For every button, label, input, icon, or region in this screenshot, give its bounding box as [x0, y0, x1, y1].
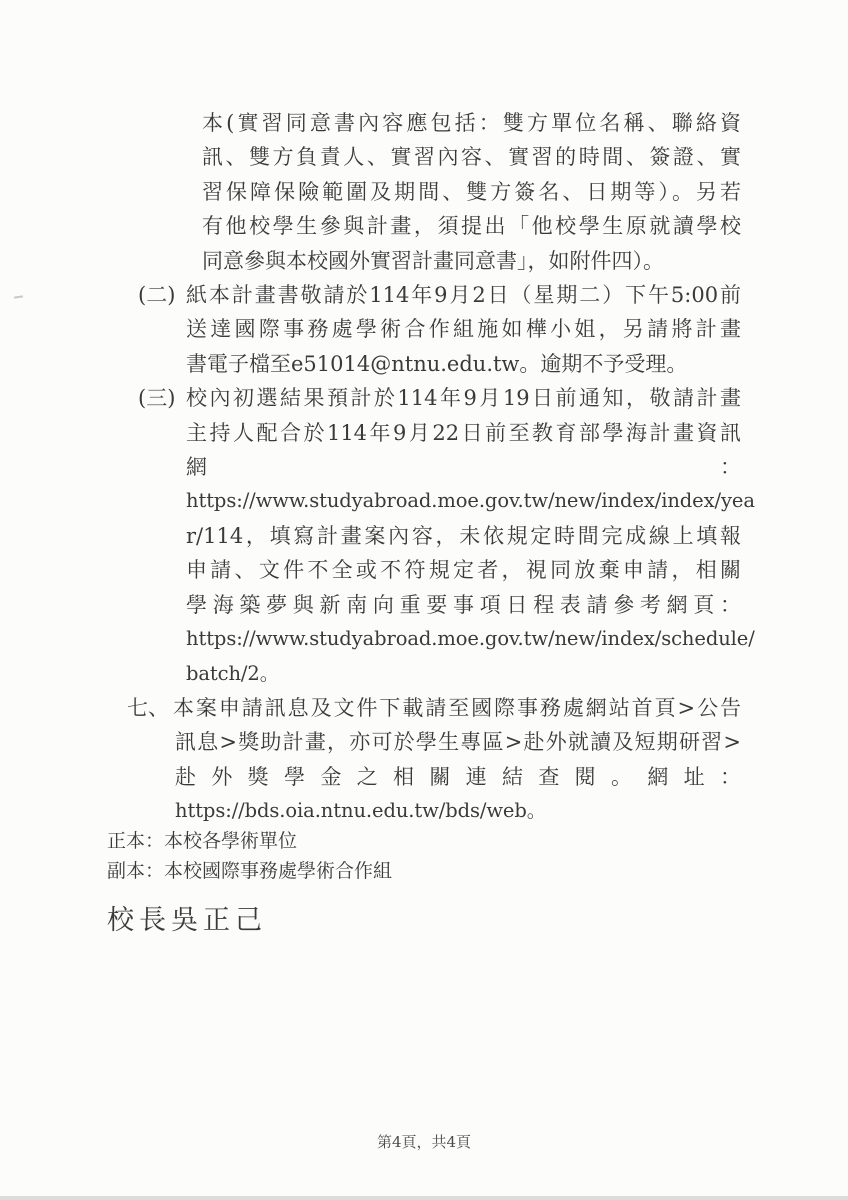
- doc-line: 主持人配合於114年9月22日前至教育部學海計畫資訊: [186, 420, 741, 445]
- doc-line: 同意參與本校國外實習計畫同意書」，如附件四）。: [202, 248, 664, 273]
- doc-line: 習保障保險範圍及期間、雙方簽名、日期等）。另若: [202, 179, 741, 204]
- item-label: (三): [138, 386, 176, 411]
- list-item-3: [0, 381, 741, 415]
- distribution-copy: 副本：本校國際事務處學術合作組: [107, 860, 393, 882]
- item-label: (二): [138, 283, 176, 308]
- doc-line: 本(實習同意書內容應包括：雙方單位名稱、聯絡資: [202, 111, 741, 135]
- doc-line: 訊息>獎助計畫，亦可於學生專區>赴外就讀及短期研習>: [175, 730, 741, 755]
- list-item-7: [0, 691, 741, 725]
- doc-line: 本案申請訊息及文件下載請至國際事務處網站首頁>公告: [173, 695, 741, 720]
- list-item-2: [0, 278, 741, 312]
- signature-principal: 校長吳正己: [107, 905, 267, 936]
- url-text: https://www.studyabroad.moe.gov.tw/new/index/schedule/: [186, 627, 755, 651]
- doc-line: 學海築夢與新南向重要事項日程表請參考網頁：: [186, 592, 741, 617]
- doc-line: 書電子檔至e51014@ntnu.edu.tw。逾期不予受理。: [186, 351, 688, 376]
- doc-line: 送達國際事務處學術合作組施如樺小姐，另請將計畫: [186, 317, 741, 342]
- doc-line: 有他校學生參與計畫，須提出「他校學生原就讀學校: [202, 214, 741, 239]
- document-body: [0, 106, 755, 829]
- page-number-footer: 第4頁，共4頁: [376, 1133, 472, 1151]
- url-text: https://www.studyabroad.moe.gov.tw/new/index/index/yea: [186, 489, 755, 513]
- doc-line: 紙本計畫書敬請於114年9月2日（星期二）下午5:00前: [186, 283, 741, 308]
- distribution-original: 正本：本校各學術單位: [107, 830, 298, 852]
- doc-line: 申請、文件不全或不符規定者，視同放棄申請，相關: [186, 558, 741, 583]
- distribution-block: [107, 826, 392, 886]
- doc-line: r/114，填寫計畫案內容，未依規定時間完成線上填報: [186, 523, 741, 548]
- doc-line: 校內初選結果預計於114年9月19日前通知，敬請計畫: [186, 386, 741, 411]
- net-char: 網: [186, 455, 207, 480]
- url-text: https://bds.oia.ntnu.edu.tw/bds/web。: [175, 799, 547, 823]
- doc-line-justified-colon: [0, 450, 741, 484]
- doc-line: batch/2。: [186, 661, 280, 685]
- colon-char: ：: [720, 455, 741, 480]
- scan-bottom-edge: [0, 1196, 848, 1200]
- doc-line: 訊、雙方負責人、實習內容、實習的時間、簽證、實: [202, 145, 741, 170]
- item-label: 七、: [127, 695, 169, 720]
- doc-line-spread: 赴外獎學金之相關連結查閱。網址：: [175, 764, 741, 789]
